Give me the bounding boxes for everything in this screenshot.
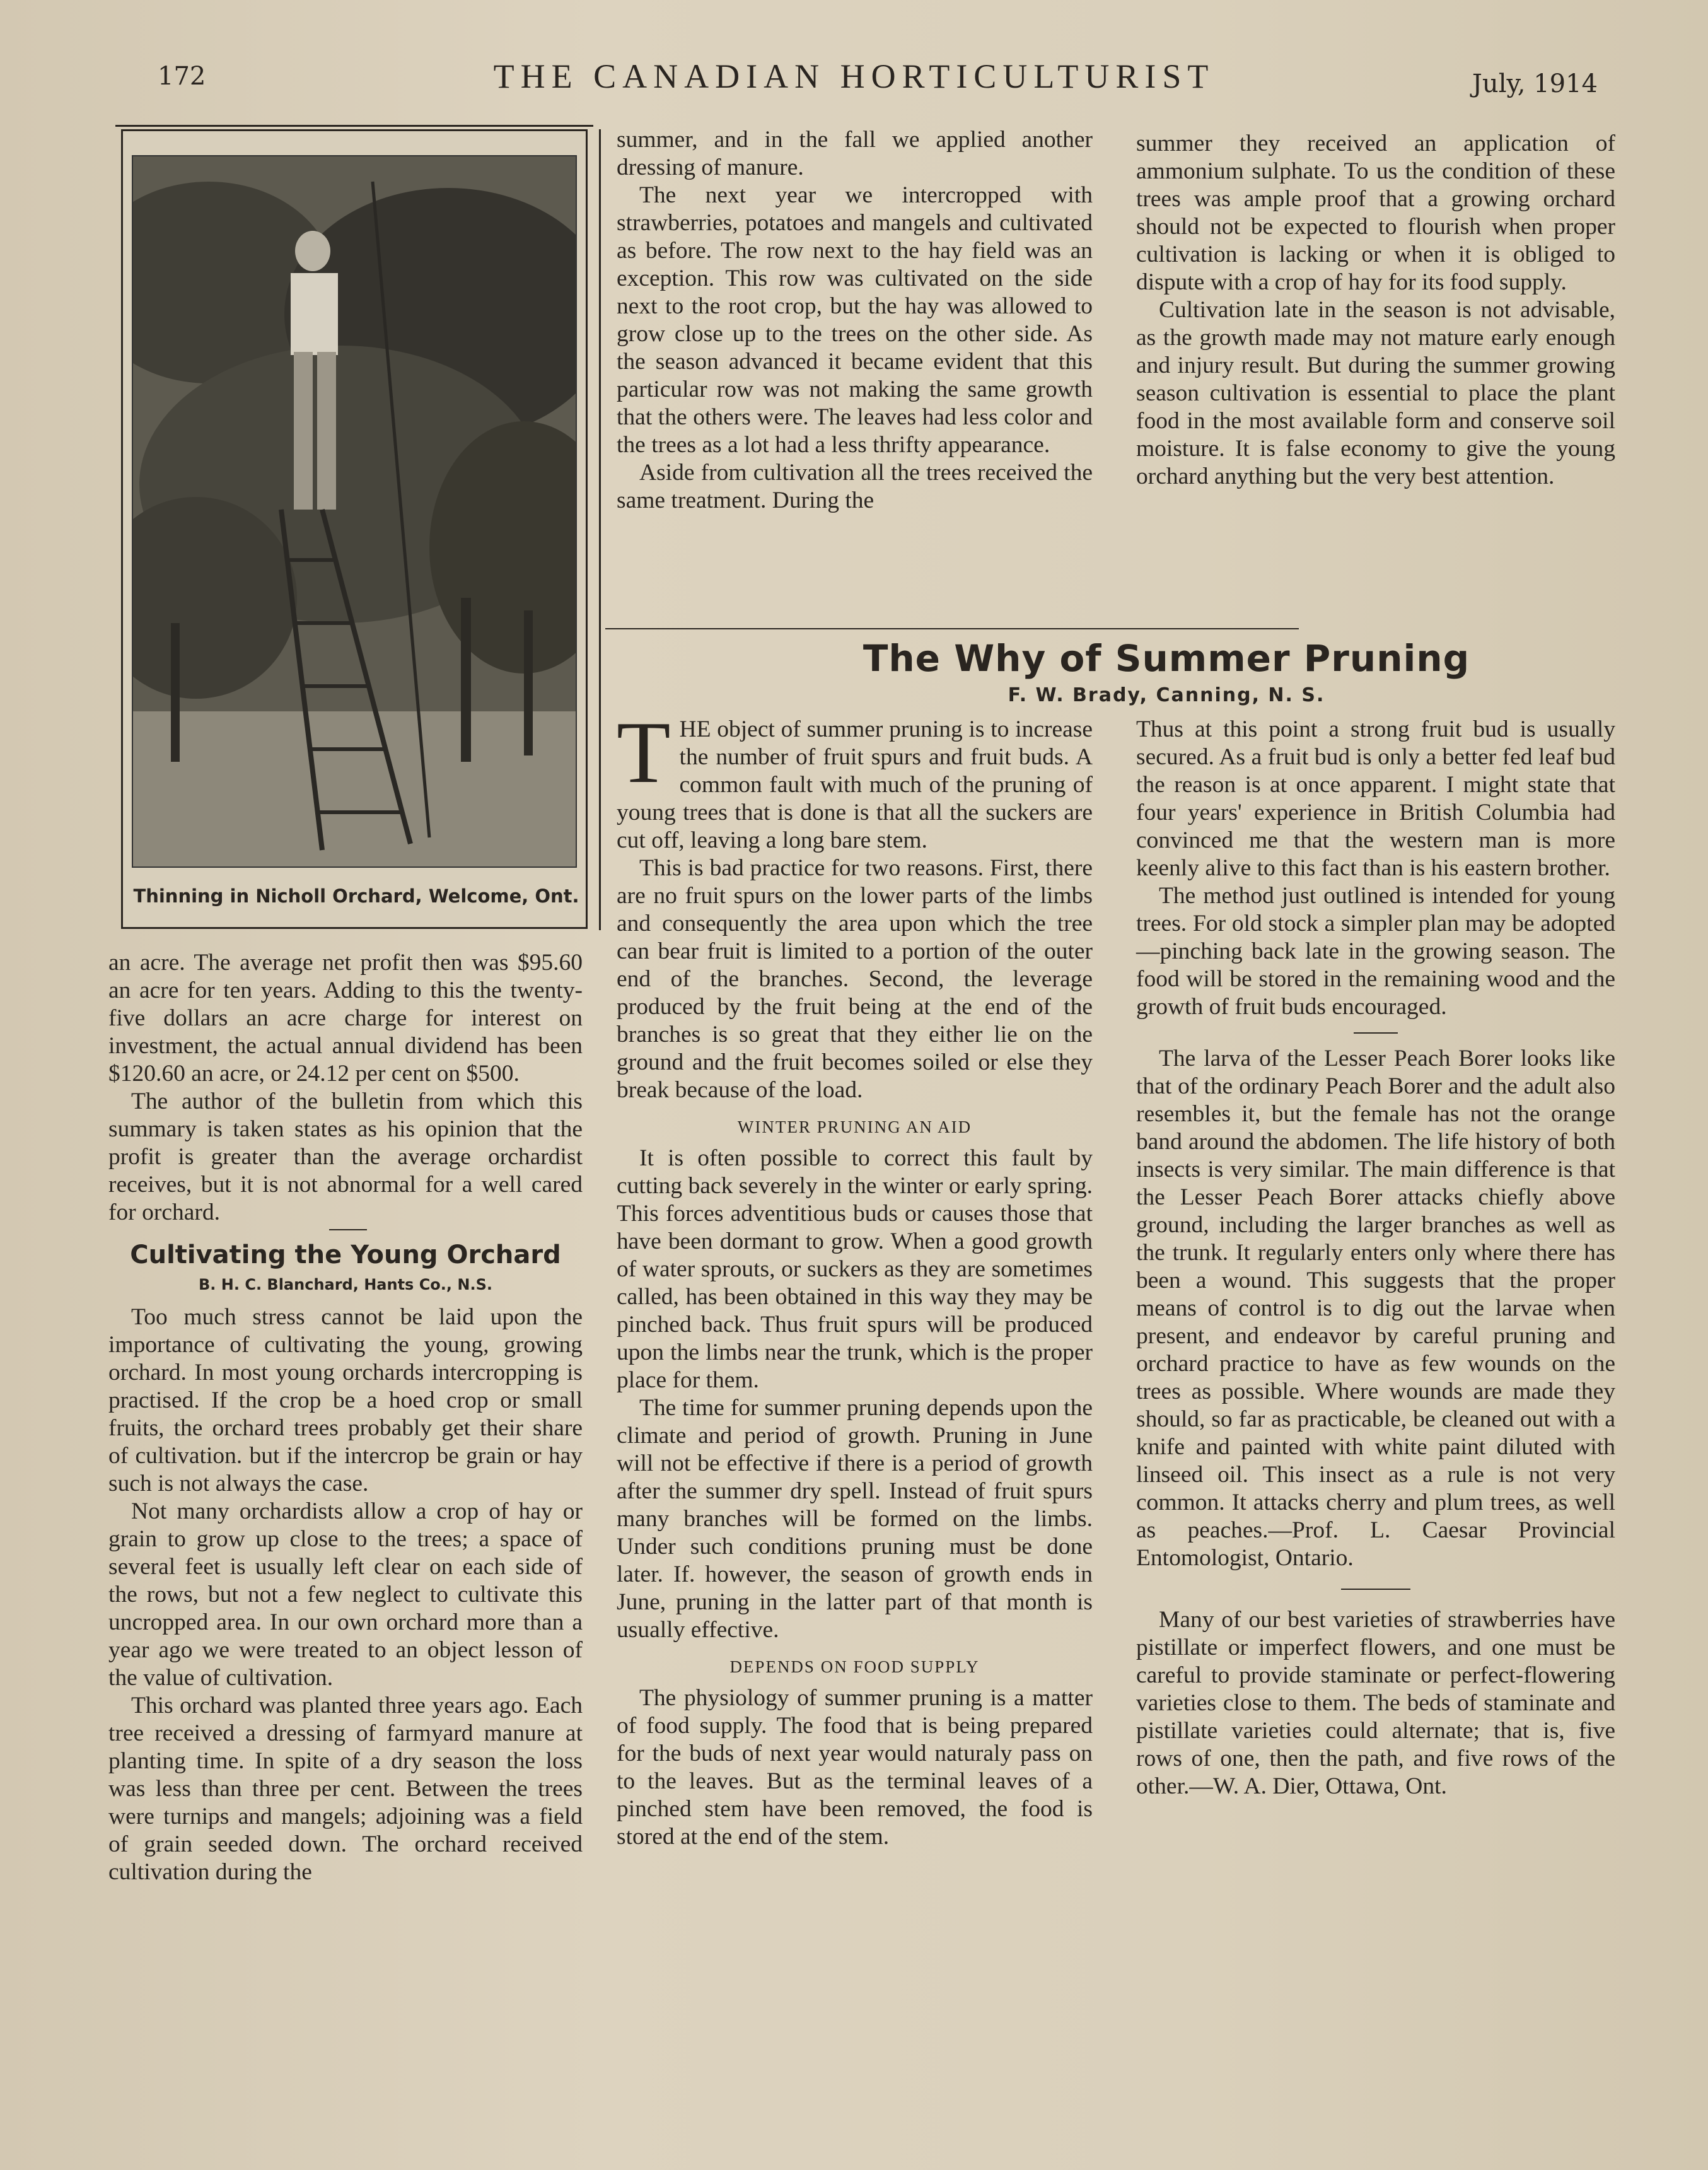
paragraph-with-dropcap — [617, 704, 1093, 855]
paragraph: The time for summer pruning depends upon the climate and period of growth. Pruning in June will not be effective if there is a period of growth after the summer dry spell. Instead of fruit spurs many branches will be formed on the limbs. Under such conditions pruning must be done later. If. however, the season of growth ends in June, pruning in the latter part of that month is usually effective. — [617, 1395, 1093, 1643]
photo-frame — [121, 129, 588, 929]
section-rule — [329, 1229, 367, 1230]
article-byline: F. W. Brady, Canning, N. S. — [1008, 684, 1325, 706]
page-header — [0, 50, 1708, 107]
page-number: 172 — [158, 62, 206, 91]
article-title: The Why of Summer Pruning — [863, 637, 1470, 680]
column-1 — [108, 949, 583, 1886]
column-3-bottom — [1136, 716, 1615, 1800]
paragraph: The author of the bulletin from which this summary is taken states as his opinion that the profit is greater than the average orchardist receives, but it is not abnormal for a well cared for orchard. — [108, 1088, 583, 1225]
paragraph: The next year we intercropped with strawberries, potatoes and mangels and cultivated as before. The row next to the hay field was an exception. This row was cultivated on the side next to the root crop, but the hay was allowed to grow close up to the trees on the other side. As the season advanced it became evident that this particular row was not making the same growth that the others were. The leaves had less color and the trees as a lot had a less thrifty appearance. — [617, 182, 1093, 458]
paragraph: Too much stress cannot be laid upon the importance of cultivating the young, growing orchard. In most young orchards intercropping is practised. If the crop be a hoed crop or small fruits, the orchard trees probably get their share of cultivation. but if the intercrop be grain or hay such is not always the case. — [108, 1304, 583, 1496]
paragraph: Not many orchardists allow a crop of hay or grain to grow up close to the trees; a space of several feet is usually left clear on each side of the rows, but not a few neglect to cultivate this uncropped area. In our own orchard more than a year ago we were treated to an object lesson of the value of cultivation. — [108, 1498, 583, 1691]
column-divider — [599, 129, 601, 930]
paragraph-text: HE object of summer pruning is to increase the number of fruit spurs and fruit buds. A common fault with much of the pruning of young trees that is done is that all the suckers are cut off, leaving a long bare stem. — [617, 716, 1093, 853]
publication-title: THE CANADIAN HORTICULTURIST — [493, 57, 1215, 95]
paragraph: The larva of the Lesser Peach Borer looks like that of the ordinary Peach Borer and the adult also resembles it, but the female has not the orange band around the abdomen. The life history of both insects is very similar. The main difference is that the Lesser Peach Borer attacks chiefly above ground, including the larger branches as well as the trunk. It regularly enters only where there has been a wound. This suggests that the proper means of control is to dig out the larvae when present, and endeavor by careful pruning and orchard practice to have as few wounds on the trees as possible. Where wounds are made they should, so far as practicable, be cleaned out with a knife and painted with white paint diluted with linseed oil. This insect as a rule is not very common. It attacks cherry and plum trees, as well as peaches.—Prof. L. Caesar Provincial Entomologist, Ontario. — [1136, 1046, 1615, 1571]
paragraph: The method just outlined is intended for young trees. For old stock a simpler plan may be adopted—pinching back late in the growing season. The food will be stored in the remaining wood and the growth of fruit buds encouraged. — [1136, 883, 1615, 1020]
section-byline: B. H. C. Blanchard, Hants Co., N.S. — [199, 1276, 492, 1293]
subheading: DEPENDS ON FOOD SUPPLY — [729, 1657, 980, 1676]
orchard-photo-illustration — [133, 156, 577, 868]
paragraph: summer they received an application of ammonium sulphate. To us the condition of these trees was ample proof that a growing orchard should not be expected to flourish when proper cultivation is lacking or when it is obliged to dispute with a crop of hay for its food supply. — [1136, 131, 1615, 295]
paragraph: summer, and in the fall we applied another dressing of manure. — [617, 127, 1093, 180]
section-title: Cultivating the Young Orchard — [130, 1240, 561, 1269]
paragraph: It is often possible to correct this fault by cutting back severely in the winter or early spring. This forces adventitious buds or causes those that have been dormant to grow. When a good growth of water sprouts, or suckers as they are sometimes called, has been obtained in this way they may be pinched back. Thus fruit spurs will be produced upon the limbs near the trunk, which is the proper place for them. — [617, 1145, 1093, 1393]
subheading: WINTER PRUNING AN AID — [737, 1117, 972, 1136]
photo-top-rule — [115, 125, 593, 127]
column-3-top — [1136, 130, 1615, 491]
section-rule — [1354, 1032, 1398, 1034]
paragraph: Aside from cultivation all the trees received the same treatment. During the — [617, 460, 1093, 513]
paragraph: an acre. The average net profit then was $95.60 an acre for ten years. Adding to this the twenty-five dollars an acre charge for interest on investment, the actual annual dividend has been $120.60 an acre, or 24.12 per cent on $500. — [108, 950, 583, 1087]
paragraph: Many of our best varieties of strawberries have pistillate or imperfect flowers, and one must be careful to provide staminate or perfect-flowering varieties close to them. The beds of staminate and pistillate varieties could alternate; that is, five rows of one, then the path, and five rows of the other.—W. A. Dier, Ottawa, Ont. — [1136, 1607, 1615, 1799]
paragraph: Thus at this point a strong fruit bud is usually secured. As a fruit bud is only a better fed leaf bud the reason is at once apparent. I might state that four years' experience in British Columbia had convinced me that the western man is more keenly alive to this fact than is his eastern brother. — [1136, 716, 1615, 881]
issue-date: July, 1914 — [1472, 69, 1598, 98]
photo-caption: Thinning in Nicholl Orchard, Welcome, Ont. — [133, 885, 579, 907]
paragraph: This orchard was planted three years ago. Each tree received a dressing of farmyard manure at planting time. In spite of a dry season the loss was less than three per cent. Between the trees were turnips and mangels; adjoining was a field of grain seeded down. The orchard received cultivation during the — [108, 1693, 583, 1885]
column-2-bottom — [617, 704, 1093, 1851]
paragraph: The physiology of summer pruning is a matter of food supply. The food that is being prepared for the buds of next year would naturaly pass on to the leaves. But as the terminal leaves of a pinched stem have been removed, the food is stored at the end of the stem. — [617, 1685, 1093, 1850]
paragraph: Cultivation late in the season is not advisable, as the growth made may not mature early enough and injury result. But during the summer growing season cultivation is essential to place the plant food in the most available form and conserve soil moisture. It is false economy to give the young orchard anything but the very best attention. — [1136, 297, 1615, 489]
orchard-photo — [132, 155, 577, 868]
section-rule — [1341, 1589, 1410, 1590]
drop-cap: T — [617, 704, 671, 802]
column-2-top — [617, 126, 1093, 515]
paragraph: This is bad practice for two reasons. First, there are no fruit spurs on the lower parts of the limbs and consequently the area upon which the tree can bear fruit is limited to a portion of the outer end of the branches. Second, the leverage produced by the fruit being at the end of the branches is so great that they either lie on the ground and the fruit becomes soiled or else they break because of the load. — [617, 855, 1093, 1103]
article-divider — [605, 628, 1299, 629]
